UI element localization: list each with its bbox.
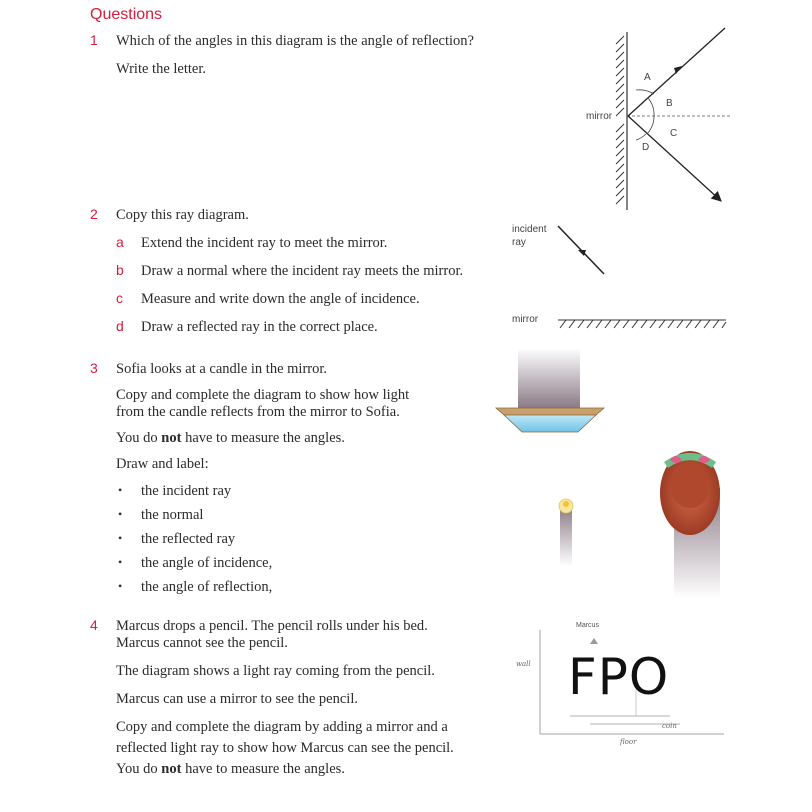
q3-mirror-shadow [518, 348, 580, 408]
q1-text-line-1: Which of the angles in this diagram is the angle of reflection? [116, 33, 474, 49]
q3-bullet-1-dot: • [118, 483, 123, 497]
q1-text-line-2: Write the letter. [116, 61, 207, 77]
q4-text-line-4: Marcus can use a mirror to see the pencil. [116, 691, 358, 707]
q2-intro: Copy this ray diagram. [116, 207, 249, 223]
q1-angle-arc-b [648, 98, 654, 116]
q1-angle-label-c: C [670, 128, 678, 139]
q3-candle-flame-icon [563, 501, 569, 507]
q3-not-bold: not [161, 430, 182, 446]
q3-candle-shadow [560, 506, 572, 566]
q3-bullet-3: the reflected ray [141, 531, 236, 547]
q4-text-line-5: Copy and complete the diagram by adding a mirror and a [116, 719, 448, 735]
q3-bullet-1: the incident ray [141, 483, 232, 499]
q3-bullet-4-dot: • [118, 555, 123, 569]
q4-coin-label: coin [662, 722, 677, 730]
q2-incident-label-line-1: incident [512, 224, 547, 235]
q1-angle-label-b: B [666, 98, 673, 109]
page-heading: Questions [90, 6, 163, 23]
q2-part-d-text: Draw a reflected ray in the correct place. [141, 319, 378, 335]
q4-wall-label: wall [516, 660, 531, 668]
q2-ray-diagram [550, 220, 740, 330]
question-number-4: 4 [90, 617, 98, 633]
q3-bullet-3-dot: • [118, 531, 123, 545]
q2-part-c-letter: c [116, 290, 123, 306]
q4-text-line-7 [116, 760, 345, 778]
q3-bullet-2: the normal [141, 507, 204, 523]
q2-part-b-text: Draw a normal where the incident ray meets the mirror. [141, 263, 464, 279]
q1-angle-arc-c [647, 116, 654, 134]
q3-text-line-5: Draw and label: [116, 456, 209, 472]
q3-text-line-3: from the candle reflects from the mirror to Sofia. [116, 404, 400, 420]
q3-sofia-head [670, 464, 710, 508]
q3-bullet-4: the angle of incidence, [141, 555, 273, 571]
q4-fpo-placeholder: FPO [568, 648, 670, 706]
q3-text-line-4 [116, 429, 345, 447]
q1-angle-label-d: D [642, 142, 650, 153]
q1-angle-arc-d [636, 134, 646, 140]
q1-angle-arc-a [636, 90, 654, 94]
q1-mirror-label: mirror [586, 111, 613, 122]
q2-mirror-hatching [560, 320, 726, 328]
q3-illustration [490, 348, 730, 598]
q2-part-d-letter: d [116, 318, 124, 334]
q4-floor-label: floor [620, 738, 637, 746]
q1-mirror-hatching [616, 32, 627, 210]
q3-mirror-glass [504, 415, 596, 432]
q4-marcus-eye-marker [590, 638, 598, 644]
q3-text-line-2: Copy and complete the diagram to show how light [116, 387, 410, 403]
q2-incident-label-line-2: ray [512, 237, 526, 248]
question-number-2: 2 [90, 206, 98, 222]
q3-bullet-2-dot: • [118, 507, 123, 521]
q2-mirror-label: mirror [512, 314, 539, 325]
q4-text-line-6: reflected light ray to show how Marcus can see the pencil. [116, 740, 454, 756]
q1-angle-label-a: A [644, 72, 651, 83]
q4-text-line-2: Marcus cannot see the pencil. [116, 635, 288, 651]
q4-text-line-3: The diagram shows a light ray coming from the pencil. [116, 663, 435, 679]
q3-text-line-1: Sofia looks at a candle in the mirror. [116, 361, 328, 377]
question-number-1: 1 [90, 32, 98, 48]
question-number-3: 3 [90, 360, 98, 376]
q2-part-a-letter: a [116, 234, 124, 250]
q4-not-prefix: You do [116, 761, 162, 777]
q2-part-c-text: Measure and write down the angle of incidence. [141, 291, 420, 307]
q4-text-line-1: Marcus drops a pencil. The pencil rolls under his bed. [116, 618, 428, 634]
q3-mirror-frame-top [496, 408, 604, 415]
q2-part-a-text: Extend the incident ray to meet the mirror. [141, 235, 388, 251]
q4-not-suffix: have to measure the angles. [181, 761, 345, 777]
q3-bullet-5-dot: • [118, 579, 123, 593]
q2-incident-arrowhead [578, 250, 586, 256]
q4-not-bold: not [161, 761, 182, 777]
q3-not-suffix: have to measure the angles. [181, 430, 345, 446]
q2-part-b-letter: b [116, 262, 124, 278]
q3-bullet-5: the angle of reflection, [141, 579, 273, 595]
q4-marcus-label: Marcus [576, 622, 599, 629]
q3-not-prefix: You do [116, 430, 162, 446]
